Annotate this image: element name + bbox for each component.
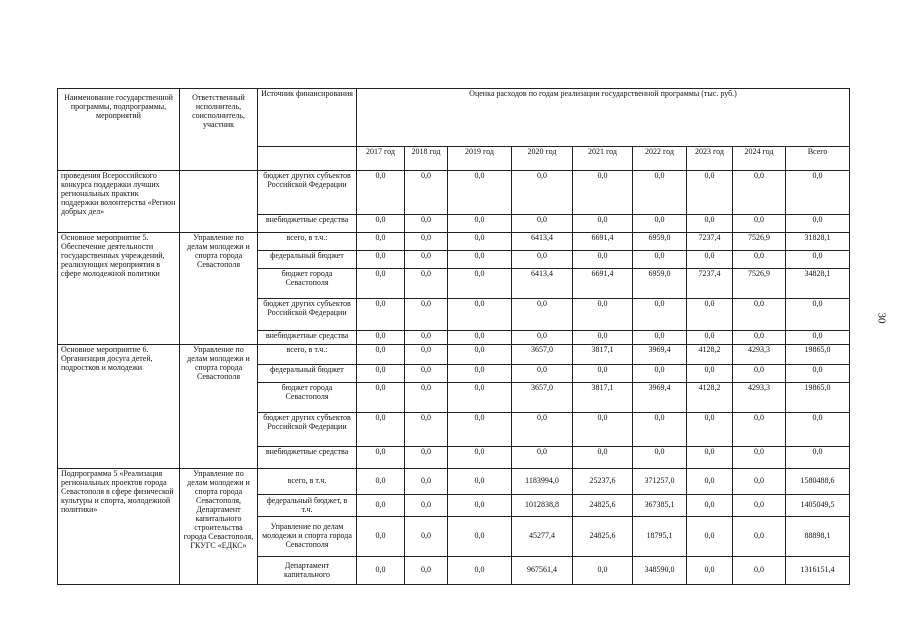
- year-value-cell: 0,0: [405, 345, 448, 365]
- year-value-cell: 367385,1: [633, 495, 687, 517]
- header-year-2021: 2021 год: [573, 147, 633, 171]
- year-value-cell: 0,0: [357, 413, 405, 447]
- source-cell: всего, в т.ч.:: [258, 345, 357, 365]
- year-value-cell: 24825,6: [573, 495, 633, 517]
- year-value-cell: 0,0: [448, 345, 512, 365]
- source-cell: федеральный бюджет: [258, 365, 357, 383]
- total-value-cell: 1405049,5: [786, 495, 850, 517]
- year-value-cell: 0,0: [357, 517, 405, 557]
- year-value-cell: 0,0: [687, 517, 733, 557]
- source-cell: бюджет города Севастополя: [258, 383, 357, 413]
- year-value-cell: 0,0: [733, 365, 786, 383]
- year-value-cell: 0,0: [357, 383, 405, 413]
- year-value-cell: 0,0: [405, 383, 448, 413]
- header-total: Всего: [786, 147, 850, 171]
- year-value-cell: 0,0: [448, 215, 512, 233]
- year-value-cell: 0,0: [687, 413, 733, 447]
- year-value-cell: 0,0: [512, 413, 573, 447]
- year-value-cell: 0,0: [573, 413, 633, 447]
- year-value-cell: 6959,0: [633, 233, 687, 251]
- year-value-cell: 348590,0: [633, 557, 687, 585]
- year-value-cell: 0,0: [405, 557, 448, 585]
- year-value-cell: 0,0: [733, 413, 786, 447]
- year-value-cell: 0,0: [405, 365, 448, 383]
- year-value-cell: 0,0: [448, 365, 512, 383]
- total-value-cell: 0,0: [786, 331, 850, 345]
- year-value-cell: 6959,0: [633, 269, 687, 299]
- header-name: Наименование государственной программы, подпрограммы, мероприятий: [58, 89, 180, 171]
- year-value-cell: 0,0: [448, 413, 512, 447]
- year-value-cell: 0,0: [448, 171, 512, 215]
- year-value-cell: 0,0: [633, 413, 687, 447]
- year-value-cell: 4293,3: [733, 383, 786, 413]
- year-value-cell: 0,0: [573, 171, 633, 215]
- table-row: [58, 469, 850, 495]
- row-name-cell: Основное мероприятие 5. Обеспечение деятельности государственных учреждений, реализующих мероприятия в сфере молодежной политики: [58, 233, 180, 345]
- source-cell: федеральный бюджет: [258, 251, 357, 269]
- header-year-2018: 2018 год: [405, 147, 448, 171]
- year-value-cell: 0,0: [573, 251, 633, 269]
- year-value-cell: 1012838,8: [512, 495, 573, 517]
- year-value-cell: 0,0: [633, 299, 687, 331]
- year-value-cell: 0,0: [573, 299, 633, 331]
- header-estimate: Оценка расходов по годам реализации государственной программы (тыс. руб.): [357, 89, 850, 147]
- year-value-cell: 0,0: [448, 517, 512, 557]
- year-value-cell: 0,0: [687, 251, 733, 269]
- year-value-cell: 45277,4: [512, 517, 573, 557]
- header-year-2017: 2017 год: [357, 147, 405, 171]
- row-responsible-cell: Управление по делам молодежи и спорта города Севастополя: [180, 233, 258, 345]
- year-value-cell: 0,0: [733, 299, 786, 331]
- year-value-cell: 0,0: [687, 331, 733, 345]
- year-value-cell: 0,0: [357, 171, 405, 215]
- year-value-cell: 0,0: [687, 557, 733, 585]
- year-value-cell: 0,0: [448, 469, 512, 495]
- source-cell: бюджет других субъектов Российской Федерации: [258, 413, 357, 447]
- year-value-cell: 967561,4: [512, 557, 573, 585]
- row-name-cell: проведения Всероссийского конкурса поддержки лучших региональных практик поддержки волонтерства «Регион добрых дел»: [58, 171, 180, 233]
- year-value-cell: 0,0: [448, 447, 512, 469]
- year-value-cell: 0,0: [687, 171, 733, 215]
- source-cell: всего, в т.ч.: [258, 469, 357, 495]
- total-value-cell: 0,0: [786, 299, 850, 331]
- total-value-cell: 88898,1: [786, 517, 850, 557]
- year-value-cell: 0,0: [687, 215, 733, 233]
- row-responsible-cell: Управление по делам молодежи и спорта города Севастополя: [180, 345, 258, 469]
- row-responsible-cell: [180, 171, 258, 233]
- year-value-cell: 6691,4: [573, 233, 633, 251]
- year-value-cell: 0,0: [512, 171, 573, 215]
- year-value-cell: 0,0: [633, 215, 687, 233]
- year-value-cell: 0,0: [357, 469, 405, 495]
- year-value-cell: 0,0: [687, 447, 733, 469]
- year-value-cell: 0,0: [448, 383, 512, 413]
- year-value-cell: 4128,2: [687, 345, 733, 365]
- year-value-cell: 3657,0: [512, 345, 573, 365]
- year-value-cell: 4128,2: [687, 383, 733, 413]
- total-value-cell: 1580488,6: [786, 469, 850, 495]
- total-value-cell: 0,0: [786, 365, 850, 383]
- year-value-cell: 0,0: [357, 251, 405, 269]
- year-value-cell: 0,0: [405, 251, 448, 269]
- source-cell: Управление по делам молодежи и спорта города Севастополя: [258, 517, 357, 557]
- total-value-cell: 34828,1: [786, 269, 850, 299]
- source-cell: всего, в т.ч.:: [258, 233, 357, 251]
- total-value-cell: 19865,0: [786, 345, 850, 365]
- total-value-cell: 0,0: [786, 171, 850, 215]
- year-value-cell: 0,0: [357, 233, 405, 251]
- source-cell: бюджет других субъектов Российской Федерации: [258, 171, 357, 215]
- year-value-cell: 0,0: [633, 171, 687, 215]
- year-value-cell: 0,0: [733, 251, 786, 269]
- year-value-cell: 25237,6: [573, 469, 633, 495]
- year-value-cell: 6413,4: [512, 269, 573, 299]
- year-value-cell: 0,0: [687, 365, 733, 383]
- page-number: 30: [875, 312, 888, 324]
- year-value-cell: 0,0: [448, 251, 512, 269]
- year-value-cell: 7237,4: [687, 233, 733, 251]
- year-value-cell: 0,0: [733, 557, 786, 585]
- year-value-cell: 7237,4: [687, 269, 733, 299]
- year-value-cell: 0,0: [357, 269, 405, 299]
- source-cell: внебюджетные средства: [258, 447, 357, 469]
- year-value-cell: 6413,4: [512, 233, 573, 251]
- year-value-cell: 0,0: [357, 299, 405, 331]
- year-value-cell: 0,0: [633, 447, 687, 469]
- year-value-cell: 3657,0: [512, 383, 573, 413]
- total-value-cell: 0,0: [786, 413, 850, 447]
- source-cell: бюджет других субъектов Российской Федерации: [258, 299, 357, 331]
- year-value-cell: 0,0: [687, 495, 733, 517]
- year-value-cell: 0,0: [448, 331, 512, 345]
- year-value-cell: 3817,1: [573, 345, 633, 365]
- header-source-blank: [258, 147, 357, 171]
- year-value-cell: 0,0: [357, 365, 405, 383]
- year-value-cell: 0,0: [733, 331, 786, 345]
- year-value-cell: 0,0: [405, 447, 448, 469]
- year-value-cell: 4293,3: [733, 345, 786, 365]
- year-value-cell: 0,0: [405, 269, 448, 299]
- row-name-cell: Подпрограмма 5 «Реализация региональных проектов города Севастополя в сфере физической культуры и спорта, молодежной политики»: [58, 469, 180, 585]
- year-value-cell: 0,0: [448, 233, 512, 251]
- year-value-cell: 0,0: [512, 215, 573, 233]
- year-value-cell: 0,0: [405, 413, 448, 447]
- total-value-cell: 31828,1: [786, 233, 850, 251]
- total-value-cell: 0,0: [786, 447, 850, 469]
- source-cell: внебюджетные средства: [258, 331, 357, 345]
- year-value-cell: 0,0: [448, 269, 512, 299]
- year-value-cell: 0,0: [448, 495, 512, 517]
- year-value-cell: 0,0: [357, 345, 405, 365]
- year-value-cell: 0,0: [573, 557, 633, 585]
- year-value-cell: 24825,6: [573, 517, 633, 557]
- header-year-2019: 2019 год: [448, 147, 512, 171]
- year-value-cell: 0,0: [357, 331, 405, 345]
- year-value-cell: 0,0: [405, 495, 448, 517]
- source-cell: федеральный бюджет, в т.ч.: [258, 495, 357, 517]
- table-header: [58, 89, 850, 171]
- year-value-cell: 1183994,0: [512, 469, 573, 495]
- year-value-cell: 7526,9: [733, 269, 786, 299]
- year-value-cell: 0,0: [573, 215, 633, 233]
- year-value-cell: 0,0: [733, 215, 786, 233]
- year-value-cell: 0,0: [733, 171, 786, 215]
- year-value-cell: 0,0: [573, 331, 633, 345]
- source-cell: бюджет города Севастополя: [258, 269, 357, 299]
- year-value-cell: 0,0: [733, 447, 786, 469]
- year-value-cell: 0,0: [405, 233, 448, 251]
- year-value-cell: 0,0: [687, 299, 733, 331]
- year-value-cell: 0,0: [512, 365, 573, 383]
- year-value-cell: 6691,4: [573, 269, 633, 299]
- total-value-cell: 19865,0: [786, 383, 850, 413]
- year-value-cell: 0,0: [512, 251, 573, 269]
- year-value-cell: 0,0: [512, 299, 573, 331]
- year-value-cell: 18795,1: [633, 517, 687, 557]
- total-value-cell: 0,0: [786, 251, 850, 269]
- year-value-cell: 0,0: [405, 469, 448, 495]
- year-value-cell: 0,0: [357, 495, 405, 517]
- year-value-cell: 0,0: [448, 557, 512, 585]
- year-value-cell: 3969,4: [633, 345, 687, 365]
- header-responsible: Ответственный исполнитель, соисполнитель, участник: [180, 89, 258, 171]
- year-value-cell: 371257,0: [633, 469, 687, 495]
- row-responsible-cell: Управление по делам молодежи и спорта города Севастополя, Департамент капитального строительства города Севастополя, ГКУГС «ЕДКС»: [180, 469, 258, 585]
- total-value-cell: 0,0: [786, 215, 850, 233]
- year-value-cell: 0,0: [573, 447, 633, 469]
- total-value-cell: 1316151,4: [786, 557, 850, 585]
- year-value-cell: 0,0: [633, 365, 687, 383]
- year-value-cell: 0,0: [733, 469, 786, 495]
- table-body: [58, 171, 850, 585]
- year-value-cell: 0,0: [357, 215, 405, 233]
- year-value-cell: 0,0: [405, 517, 448, 557]
- year-value-cell: 0,0: [405, 171, 448, 215]
- year-value-cell: 0,0: [512, 447, 573, 469]
- year-value-cell: 0,0: [573, 365, 633, 383]
- year-value-cell: 0,0: [512, 331, 573, 345]
- year-value-cell: 0,0: [448, 299, 512, 331]
- table-row: [58, 233, 850, 251]
- year-value-cell: 0,0: [733, 517, 786, 557]
- year-value-cell: 0,0: [633, 251, 687, 269]
- year-value-cell: 0,0: [633, 331, 687, 345]
- year-value-cell: 0,0: [357, 557, 405, 585]
- table-row: [58, 171, 850, 215]
- header-source: Источник финансирования: [258, 89, 357, 147]
- table-row: [58, 345, 850, 365]
- row-name-cell: Основное мероприятие 6. Организация досуга детей, подростков и молодежи: [58, 345, 180, 469]
- year-value-cell: 0,0: [733, 495, 786, 517]
- year-value-cell: 3969,4: [633, 383, 687, 413]
- year-value-cell: 3817,1: [573, 383, 633, 413]
- year-value-cell: 0,0: [687, 469, 733, 495]
- header-year-2022: 2022 год: [633, 147, 687, 171]
- year-value-cell: 7526,9: [733, 233, 786, 251]
- year-value-cell: 0,0: [357, 447, 405, 469]
- year-value-cell: 0,0: [405, 299, 448, 331]
- header-year-2024: 2024 год: [733, 147, 786, 171]
- source-cell: внебюджетные средства: [258, 215, 357, 233]
- year-value-cell: 0,0: [405, 215, 448, 233]
- budget-table: [57, 88, 850, 585]
- header-year-2023: 2023 год: [687, 147, 733, 171]
- year-value-cell: 0,0: [405, 331, 448, 345]
- header-year-2020: 2020 год: [512, 147, 573, 171]
- source-cell: Департамент капитального: [258, 557, 357, 585]
